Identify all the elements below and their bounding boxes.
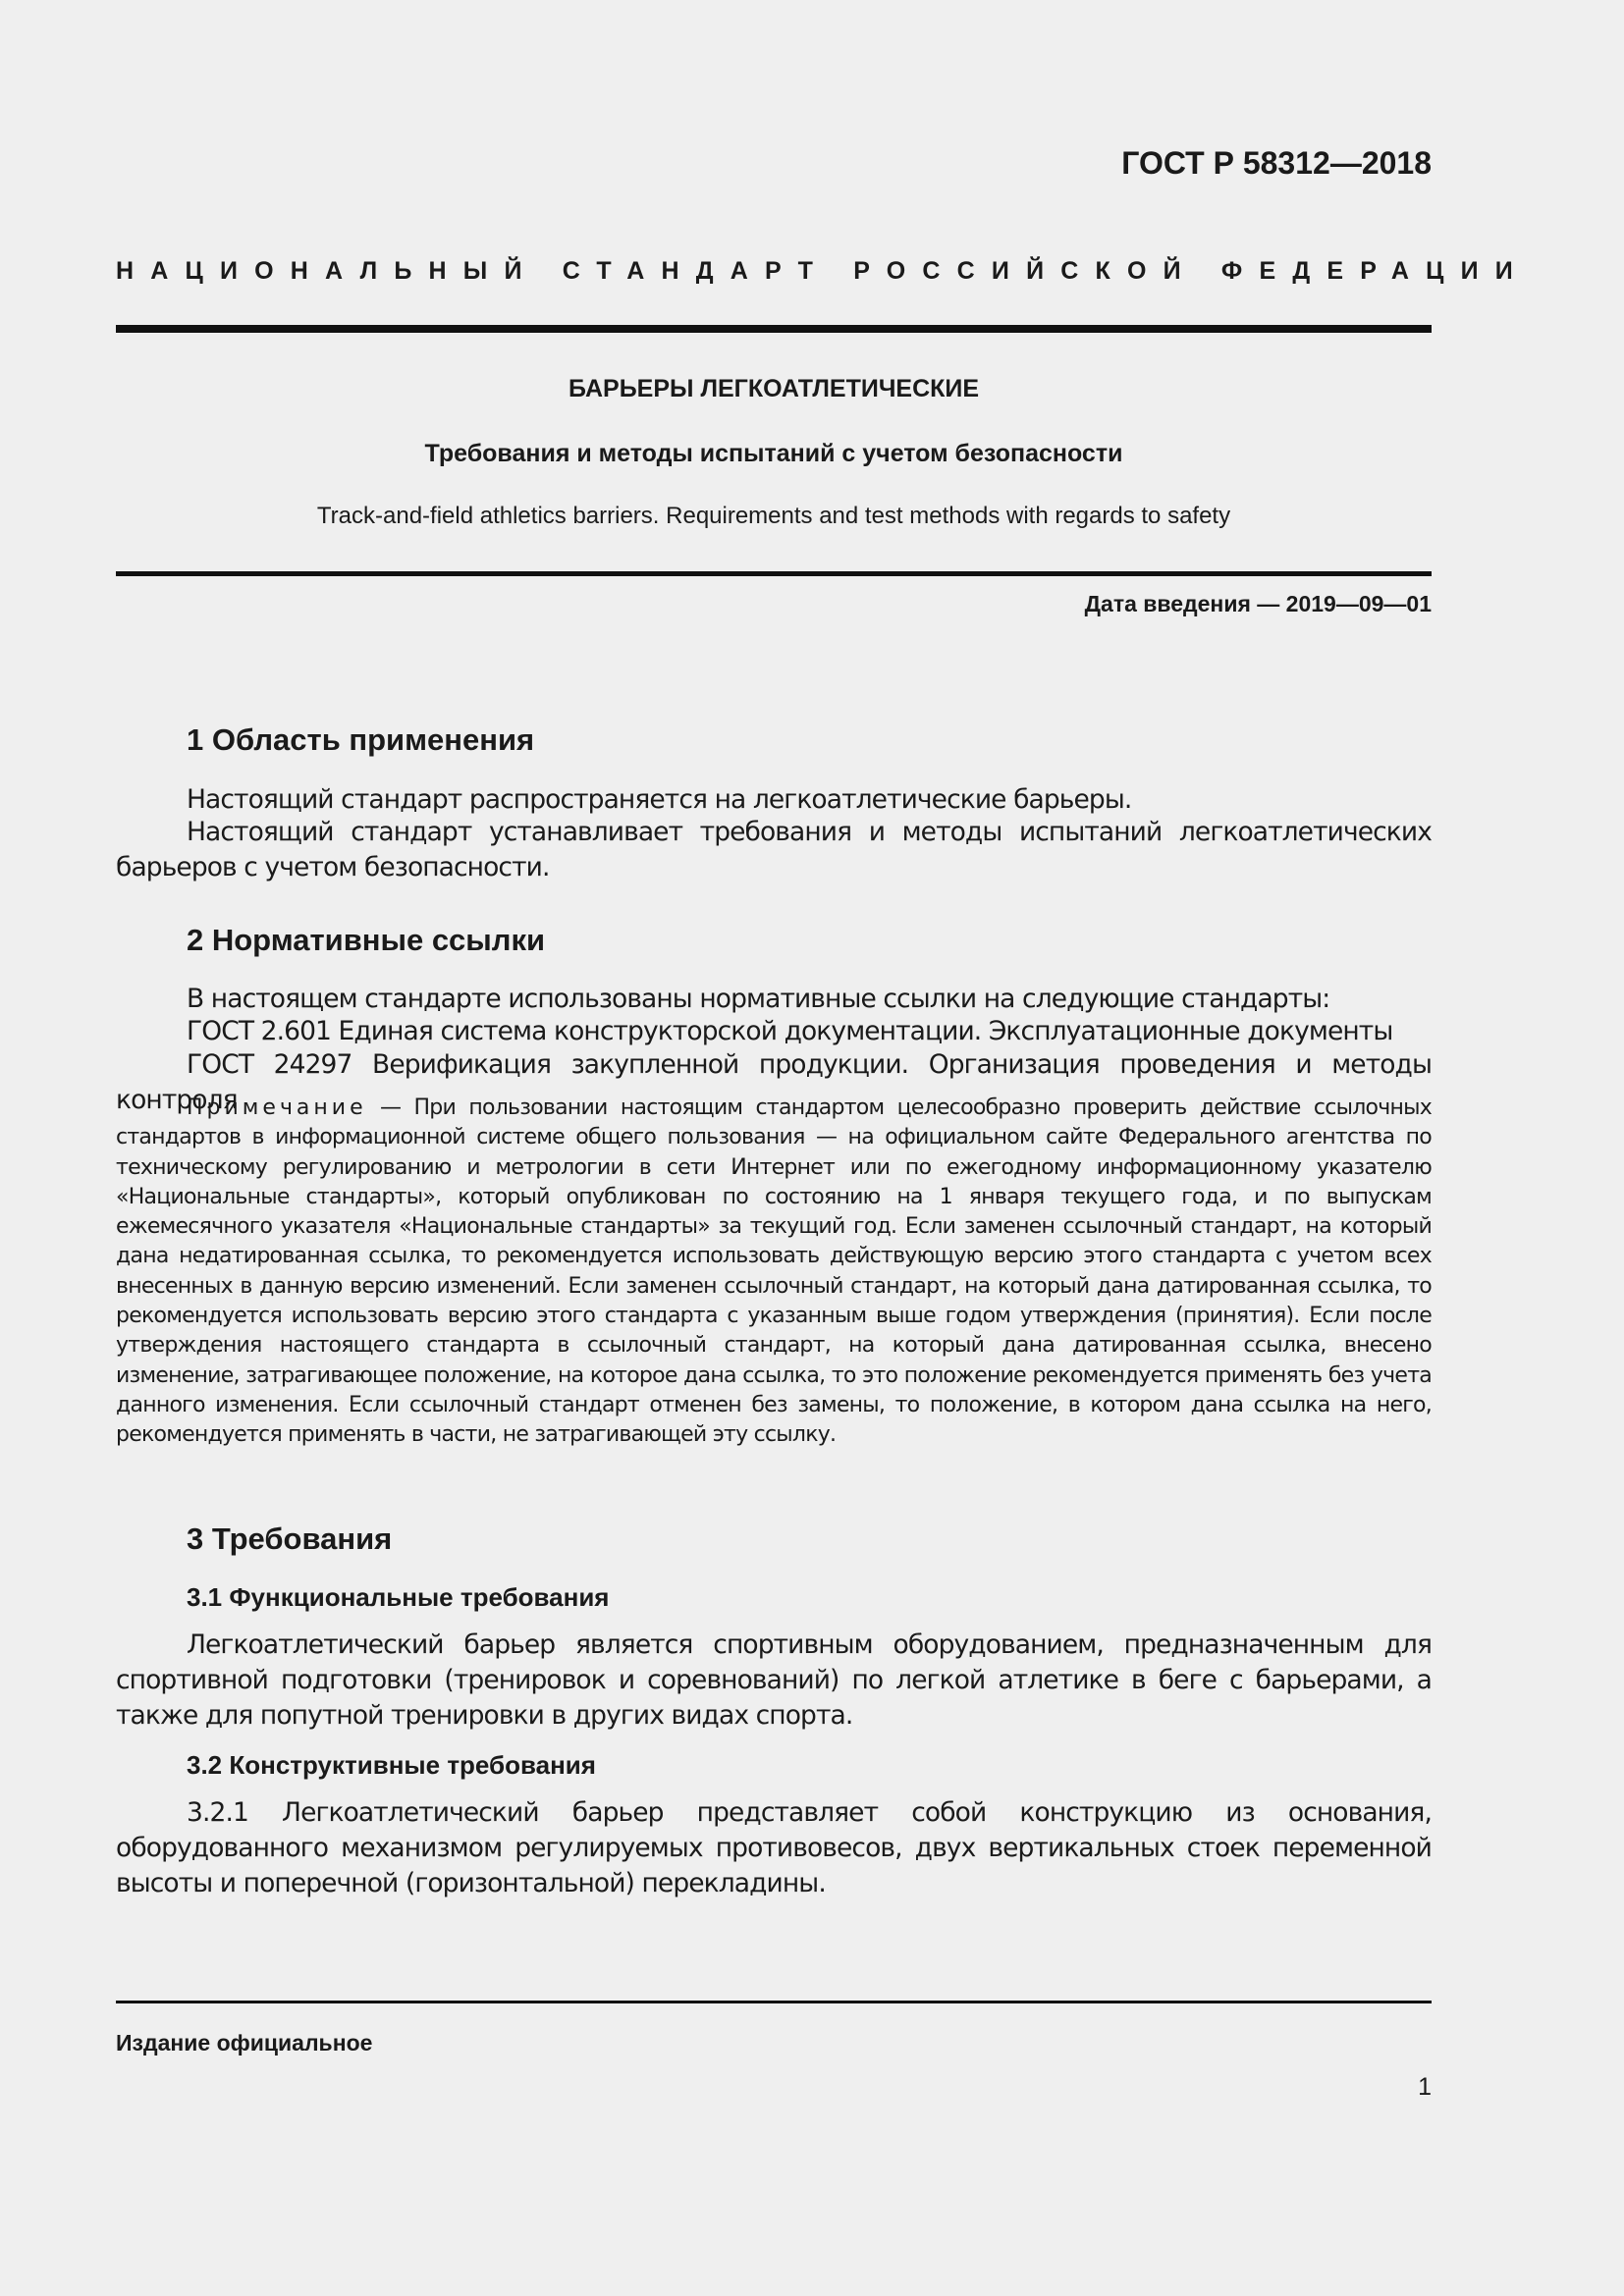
document-page [116,0,1530,2296]
paragraph: В настоящем стандарте использованы нормативные ссылки на следующие стандарты: [187,984,1330,1014]
reference-item: ГОСТ 24297 Верификация закупленной продукции. Организация проведения и методы контроля [116,1049,1432,1115]
paragraph: Настоящий стандарт распространяется на легкоатлетические барьеры. [187,784,1132,815]
footer-rule [116,2001,1432,2003]
document-title: БАРЬЕРЫ ЛЕГКОАТЛЕТИЧЕСКИЕ [568,375,980,402]
page-number: 1 [1418,2073,1432,2101]
section-heading: 1 Область применения [187,722,535,757]
note-text: — При пользовании настоящим стандартом целесообразно проверить действие ссылочных стандартов в информационной системе общего пользования — на официальном сайте Федерального агентства по техническому регулированию и метрологии в сети Интернет или по ежегодному информационному указателю «Национальные стандарты», который опубликован по состоянию на 1 января текущего года, и по выпускам ежемесячного указателя «Национальные стандарты» за текущий год. Если заменен ссылочный стандарт, на который дана недатированная ссылка, то рекомендуется использовать действующую версию этого стандарта с учетом всех внесенных в данную версию изменений. Если заменен ссылочный стандарт, на который дана датированная ссылка, то рекомендуется использовать версию этого стандарта с указанным выше годом утверждения (принятия). Если после утверждения настоящего стандарта в ссылочный стандарт, на который дана датированная ссылка, внесено изменение, затрагивающее положение, на которое дана ссылка, то это положение рекомендуется применять без учета данного изменения. Если ссылочный стандарт отменен без замены, то положение, в котором дана ссылка на него, рекомендуется применять в части, не затрагивающей эту ссылку. [116,1095,1432,1448]
introduction-date: Дата введения — 2019—09—01 [1084,591,1432,616]
official-edition-label: Издание официальное [116,2030,373,2056]
section-heading: 2 Нормативные ссылки [187,923,546,957]
paragraph: Настоящий стандарт устанавливает требования и методы испытаний легкоатлетических барьеров с учетом безопасности. [116,817,1432,882]
english-title: Track-and-field athletics barriers. Requirements and test methods with regards to safety [316,503,1231,529]
subsection-heading: 3.2 Конструктивные требования [187,1750,596,1780]
national-standard-banner: НАЦИОНАЛЬНЫЙ СТАНДАРТ РОССИЙСКОЙ ФЕДЕРАЦИИ [116,257,1530,285]
reference-item: ГОСТ 2.601 Единая система конструкторской документации. Эксплуатационные документы [187,1016,1393,1046]
paragraph: 3.2.1 Легкоатлетический барьер представляет собой конструкцию из основания, оборудованного механизмом регулируемых противовесов, двух вертикальных стоек переменной высоты и поперечной (горизонтальной) перекладины. [116,1797,1432,1898]
document-subtitle: Требования и методы испытаний с учетом безопасности [424,440,1123,467]
subsection-heading: 3.1 Функциональные требования [187,1582,610,1612]
note-label: Примечание [187,1095,367,1120]
header-rule [116,325,1432,333]
note-paragraph [116,1094,1432,1451]
section-heading: 3 Требования [187,1522,393,1556]
paragraph: Легкоатлетический барьер является спортивным оборудованием, предназначенным для спортивной подготовки (тренировок и соревнований) по легкой атлетике в беге с барьерами, а также для попутной тренировки в других видах спорта. [116,1629,1432,1731]
title-rule [116,571,1432,576]
gost-number: ГОСТ Р 58312—2018 [1121,145,1432,181]
